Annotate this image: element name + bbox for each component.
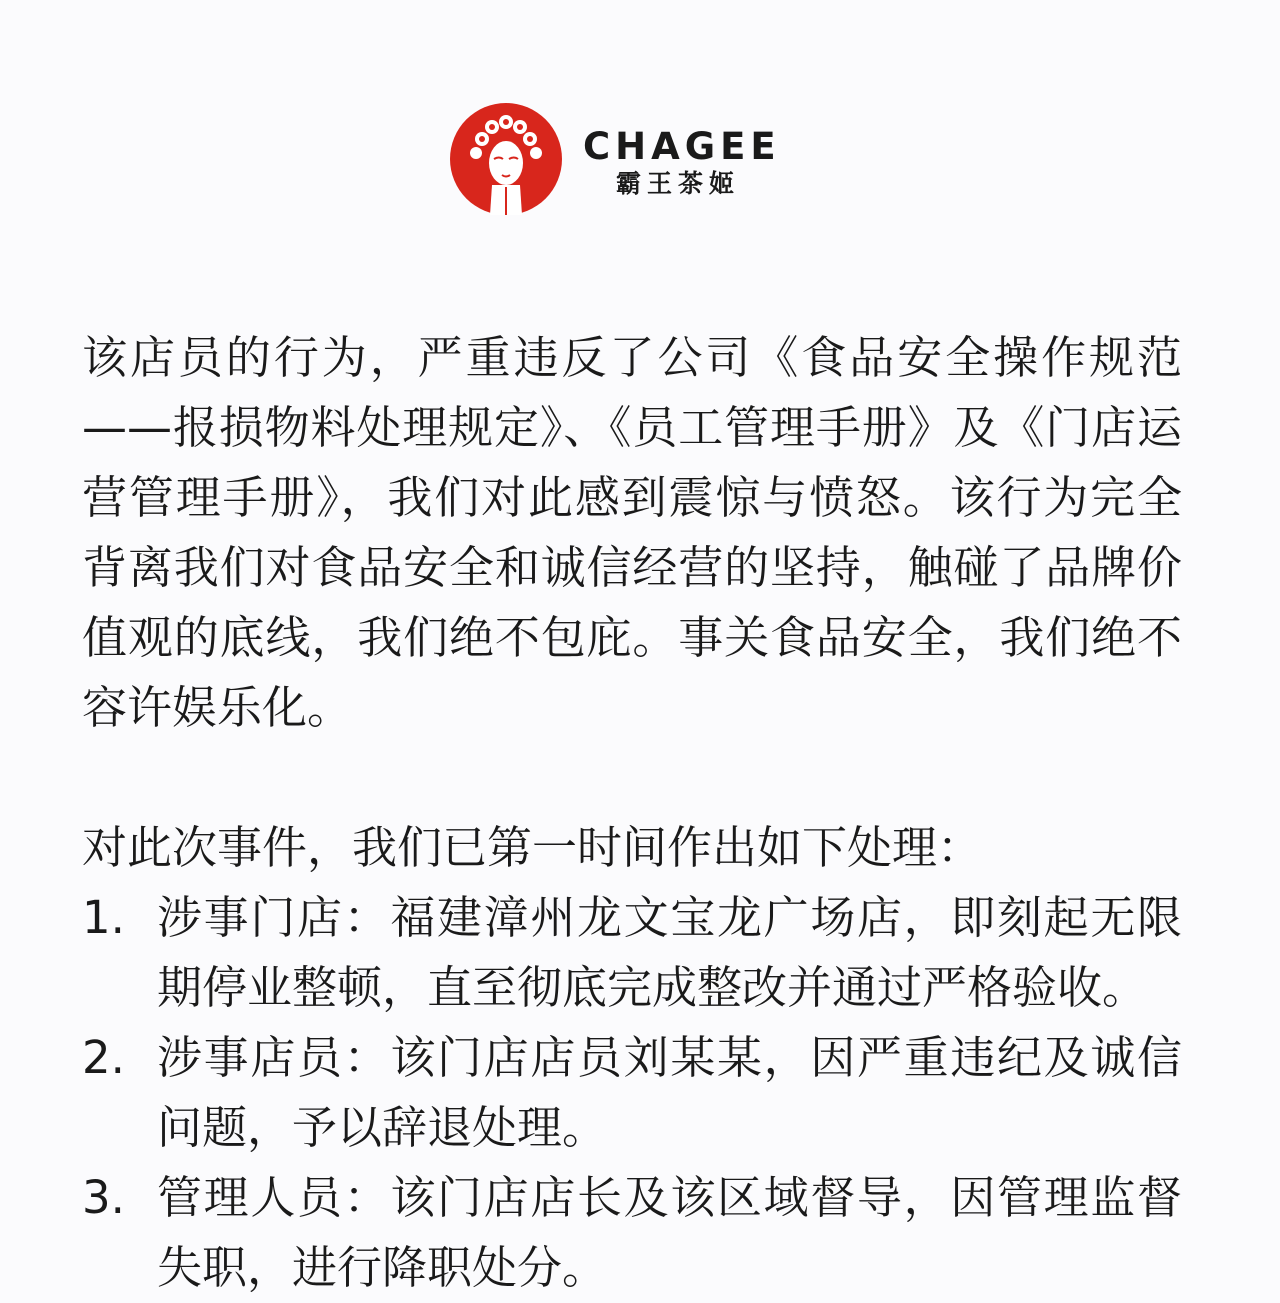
brand-name-cn: 霸王茶姬 (616, 169, 741, 198)
list-item (82, 1023, 1182, 1163)
actions-intro: 对此次事件，我们已第一时间作出如下处理： (82, 821, 983, 874)
list-item-number: 3. (82, 1171, 125, 1224)
statement-body (82, 323, 1182, 1303)
actions-list (82, 883, 1182, 1303)
list-item-text: 涉事门店：福建漳州龙文宝龙广场店，即刻起无限期停业整顿，直至彻底完成整改并通过严格验收。 (157, 891, 1182, 1014)
list-item-number: 2. (82, 1031, 125, 1084)
list-item-text: 管理人员：该门店店长及该区域督导，因管理监督失职，进行降职处分。 (157, 1171, 1182, 1294)
list-item-text: 涉事店员：该门店店员刘某某，因严重违纪及诚信问题，予以辞退处理。 (157, 1031, 1182, 1154)
brand-logo (450, 103, 820, 215)
opera-face-logo-icon (450, 103, 562, 215)
list-item-number: 1. (82, 891, 125, 944)
list-item (82, 883, 1182, 1023)
brand-name-en: CHAGEE (583, 125, 781, 168)
list-item (82, 1163, 1182, 1303)
statement-paragraph: 该店员的行为，严重违反了公司《食品安全操作规范——报损物料处理规定》、《员工管理手册》及《门店运营管理手册》，我们对此感到震惊与愤怒。该行为完全背离我们对食品安全和诚信经营的坚持，触碰了品牌价值观的底线，我们绝不包庇。事关食品安全，我们绝不容许娱乐化。 (82, 331, 1182, 734)
